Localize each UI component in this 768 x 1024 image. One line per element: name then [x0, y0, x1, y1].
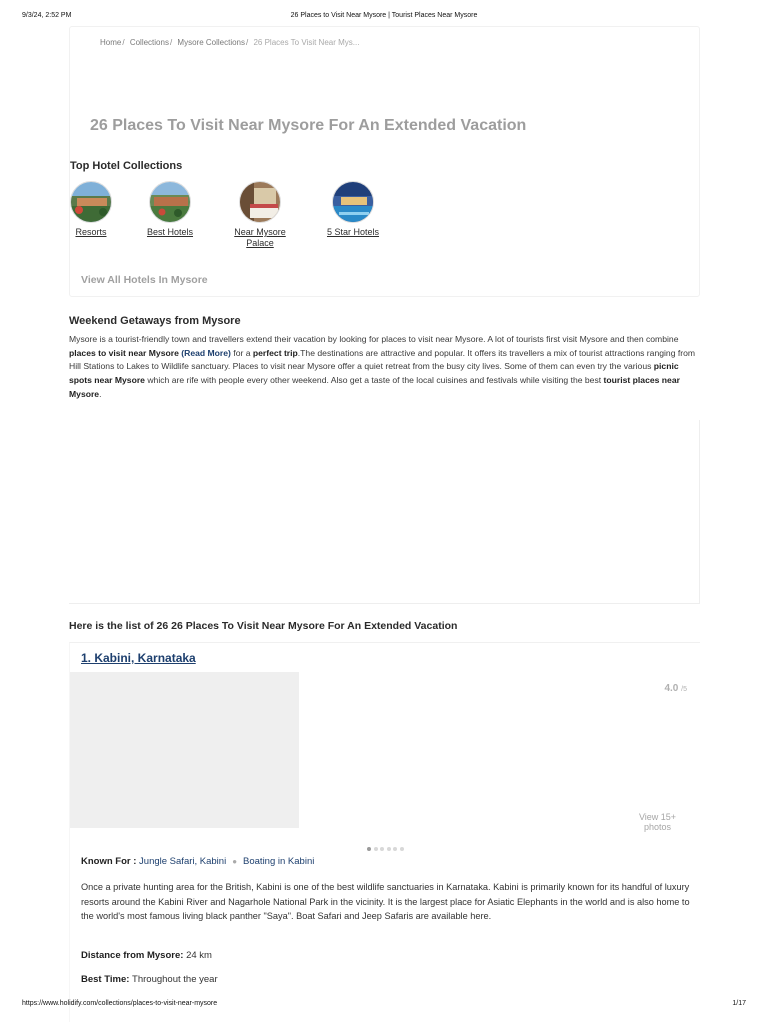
ad-placeholder — [69, 420, 700, 604]
read-more-link[interactable]: (Read More) — [181, 347, 231, 358]
print-title: 26 Places to Visit Near Mysore | Tourist Places Near Mysore — [290, 12, 478, 19]
place-name-link[interactable]: 1. Kabini, Karnataka — [81, 651, 196, 665]
collection-label[interactable]: 5 Star Hotels — [326, 227, 380, 237]
place-card — [69, 642, 700, 1022]
carousel-dot[interactable] — [367, 847, 371, 851]
distance-row — [81, 950, 212, 961]
print-footer — [22, 1000, 746, 1010]
intro-link-perfect-trip[interactable]: perfect trip — [252, 347, 298, 358]
room-thumbnail-icon — [239, 181, 281, 223]
known-for-row — [81, 856, 314, 867]
breadcrumb-collections[interactable]: Collections — [129, 38, 169, 47]
view-all-hotels-link[interactable]: View All Hotels In Mysore — [81, 274, 208, 286]
view-photos-link[interactable]: View 15+ photos — [638, 812, 677, 832]
collection-label[interactable]: Best Hotels — [146, 227, 194, 237]
page-title: 26 Places To Visit Near Mysore For An Extended Vacation — [90, 117, 527, 134]
intro-text: . — [99, 388, 102, 399]
intro-link-picnic-spots[interactable]: picnic spots near Mysore — [69, 361, 679, 386]
best-time-label: Best Time: — [81, 974, 133, 985]
place-image[interactable] — [70, 672, 299, 828]
place-rating — [664, 683, 687, 694]
known-for-tag[interactable]: Boating in Kabini — [243, 856, 315, 867]
intro-link-tourist-places[interactable]: tourist places near Mysore — [69, 375, 680, 399]
places-list-heading: Here is the list of 26 26 Places To Visit Near Mysore For An Extended Vacation — [69, 620, 458, 632]
carousel-dot[interactable] — [374, 847, 378, 851]
intro-link-places[interactable]: places to visit near Mysore — [69, 347, 179, 358]
breadcrumb-separator: / — [169, 38, 173, 47]
distance-value: 24 km — [186, 950, 212, 961]
breadcrumb-separator: / — [122, 38, 125, 47]
print-url: https://www.holidify.com/collections/places-to-visit-near-mysore — [22, 1000, 218, 1007]
distance-label: Distance from Mysore: — [81, 950, 187, 961]
breadcrumb-current: 26 Places To Visit Near Mys... — [253, 38, 360, 47]
carousel-dot[interactable] — [393, 847, 397, 851]
hotel-collections-row — [70, 181, 470, 253]
intro-text: Mysore is a tourist-friendly town and travellers extend their vacation by looking for places to visit near Mysore. A lot of tourists first visit Mysore and then combine — [69, 334, 679, 344]
collection-best-hotels[interactable] — [135, 181, 205, 238]
print-page-number: 1/17 — [732, 1000, 746, 1007]
collection-label[interactable]: Near Mysore Palace — [234, 227, 286, 248]
best-time-value: Throughout the year — [132, 974, 218, 985]
print-date: 9/3/24, 2:52 PM — [22, 12, 72, 19]
tag-separator: ● — [232, 857, 238, 866]
known-for-tag[interactable]: Jungle Safari, Kabini — [139, 856, 227, 867]
best-time-row — [81, 974, 218, 985]
top-hotel-collections-heading: Top Hotel Collections — [70, 160, 183, 172]
rating-out-of: /5 — [681, 686, 687, 693]
collection-near-mysore-palace[interactable] — [225, 181, 295, 249]
carousel-dot[interactable] — [380, 847, 384, 851]
known-for-label: Known For : — [81, 856, 140, 867]
rating-value: 4.0 — [664, 683, 679, 694]
print-header — [22, 12, 746, 22]
place-description: Once a private hunting area for the British, Kabini is one of the best wildlife sanctuaries in Karnataka. Kabini is primarily known for its handful of luxury resorts around the Kabini River and Nagarhole National Park in the vicinity. It is the largest place for Asiatic Elephants in the world and is also home to the world's most famous living black panther "Saya". Boat Safari and Jeep Safaris are available here. — [81, 882, 690, 921]
breadcrumb-separator: / — [246, 38, 249, 47]
breadcrumb-mysore-collections[interactable]: Mysore Collections — [177, 38, 245, 47]
collection-resorts[interactable] — [56, 181, 126, 238]
breadcrumb-home[interactable]: Home — [100, 38, 122, 47]
intro-text: .The destinations are attractive and popular. It offers its travellers a mix of tourist attractions ranging from Hill Stations to Lakes to Wildlife sanctuary. Places to visit near Mysore offer a quiet retreat from the busy city lives. Some of them can even try the various — [69, 347, 696, 372]
collection-label[interactable]: Resorts — [75, 227, 107, 237]
intro-text: for a — [230, 347, 253, 358]
breadcrumb — [100, 38, 359, 47]
weekend-getaways-intro — [69, 333, 699, 402]
carousel-dot[interactable] — [400, 847, 404, 851]
carousel-dot[interactable] — [387, 847, 391, 851]
hotel-thumbnail-icon — [149, 181, 191, 223]
collection-5-star-hotels[interactable] — [318, 181, 388, 238]
intro-text: which are rife with people every other weekend. Also get a taste of the local cuisines and festivals while visiting the best — [144, 375, 604, 386]
carousel-dots — [367, 838, 406, 844]
resort-thumbnail-icon — [70, 181, 112, 223]
weekend-getaways-heading: Weekend Getaways from Mysore — [69, 315, 241, 327]
luxury-hotel-thumbnail-icon — [332, 181, 374, 223]
